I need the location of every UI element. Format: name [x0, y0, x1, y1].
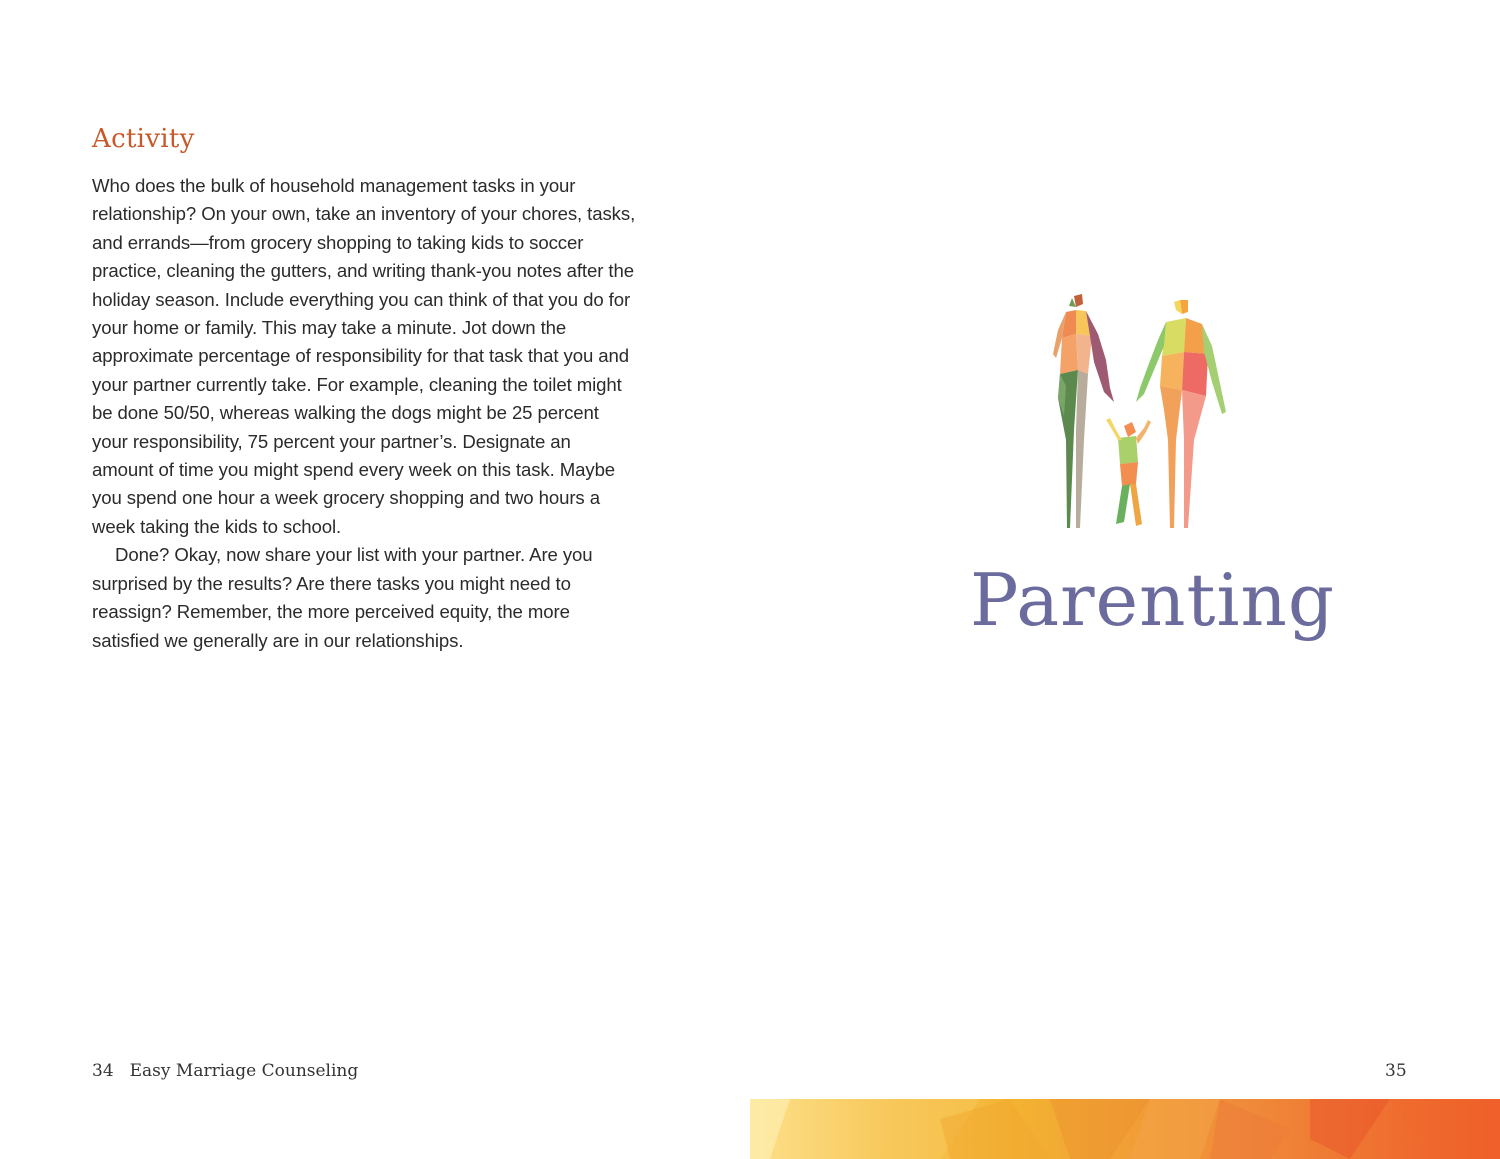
right-page [750, 0, 1500, 1159]
family-holding-hands-illustration [1036, 290, 1236, 535]
paragraph-1: Who does the bulk of household management tasks in your relationship? On your own, take an inventory of your chores, tasks, and errands—from grocery shopping to taking kids to soccer practice, cleaning the gutters, and writing thank-you notes after the holiday season. Include everything you can think of that you do for your home or family. This may take a minute. Jot down the approximate percentage of responsibility for that task that you and your partner currently take. For example, cleaning the toilet might be done 50/50, whereas walking the dogs might be 25 percent your responsibility, 75 percent your partner’s. Designate an amount of time you might spend every week on this task. Maybe you spend one hour a week grocery shopping and two hours a week taking the kids to school. [92, 175, 636, 537]
right-page-number: 35 [1385, 1061, 1407, 1081]
section-heading: Activity [92, 124, 195, 154]
geometric-color-banner [750, 1099, 1500, 1159]
activity-body [92, 172, 637, 655]
chapter-title: Parenting [970, 558, 1335, 642]
left-page-number: 34 [92, 1061, 114, 1081]
running-title: Easy Marriage Counseling [129, 1061, 359, 1081]
paragraph-2: Done? Okay, now share your list with your partner. Are you surprised by the results? Are there tasks you might need to reassign? Remember, the more perceived equity, the more satisfied we generally are in our relationships. [92, 544, 593, 651]
left-footer [92, 1061, 358, 1081]
